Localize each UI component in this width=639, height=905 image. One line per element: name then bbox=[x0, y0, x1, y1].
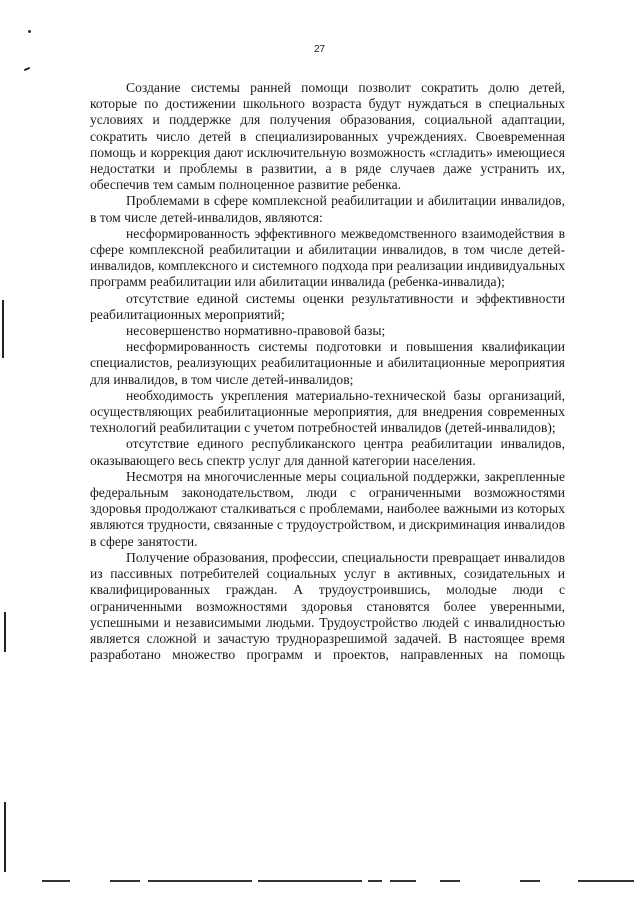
paragraph: Создание системы ранней помощи позволит сократить долю детей, которые по достижении школьного возраста будут нуждаться в специальных условиях и поддержке для получения образования, социальной адаптации, сократить число детей в специализированных учреждениях. Своевременная помощь и коррекция дают исключительную возможность «сгладить» имеющиеся недостатки и проблемы в развитии, а в ряде случаев даже устранить их, обеспечив тем самым полноценное развитие ребенка. bbox=[90, 80, 565, 193]
list-item: необходимость укрепления материально-технической базы организаций, осуществляющих реабилитационные мероприятия, для внедрения современных технологий реабилитации с учетом потребностей инвалидов (детей-инвалидов); bbox=[90, 387, 565, 436]
paragraph: Проблемами в сфере комплексной реабилитации и абилитации инвалидов, в том числе детей-инвалидов, являются: bbox=[90, 193, 565, 225]
scan-edge-mark bbox=[4, 612, 6, 652]
scan-bottom-line bbox=[578, 880, 634, 882]
scan-speck bbox=[28, 30, 31, 33]
page-number: 27 bbox=[313, 44, 326, 55]
scan-edge-mark bbox=[4, 802, 6, 872]
body-text bbox=[90, 80, 565, 663]
scan-bottom-line bbox=[148, 880, 252, 882]
scan-bottom-line bbox=[440, 880, 460, 882]
scan-mark bbox=[24, 67, 30, 71]
list-item: отсутствие единого республиканского центра реабилитации инвалидов, оказывающего весь спектр услуг для данной категории населения. bbox=[90, 436, 565, 468]
scan-bottom-line bbox=[258, 880, 362, 882]
scan-bottom-line bbox=[110, 880, 140, 882]
list-item: несформированность системы подготовки и повышения квалификации специалистов, реализующих реабилитационные и абилитационные мероприятия для инвалидов, в том числе детей-инвалидов; bbox=[90, 339, 565, 387]
scan-edge-mark bbox=[2, 300, 4, 358]
list-item: отсутствие единой системы оценки результативности и эффективности реабилитационных мероприятий; bbox=[90, 290, 565, 322]
scan-bottom-line bbox=[390, 880, 416, 882]
list-item: несовершенство нормативно-правовой базы; bbox=[126, 323, 386, 339]
list-item: несформированность эффективного межведомственного взаимодействия в сфере комплексной реабилитации и абилитации инвалидов, в том числе детей-инвалидов, комплексного и системного подхода при реализации индивидуальных программ реабилитации или абилитации инвалида (ребенка-инвалида); bbox=[90, 225, 565, 290]
paragraph: Несмотря на многочисленные меры социальной поддержки, закрепленные федеральным законодательством, люди с ограниченными возможностями здоровья продолжают сталкиваться с проблемами, наиболее важными из которых являются трудности, связанные с трудоустройством, и дискриминация инвалидов в сфере занятости. bbox=[90, 468, 565, 549]
scan-bottom-line bbox=[368, 880, 382, 882]
scan-bottom-line bbox=[520, 880, 540, 882]
scan-bottom-line bbox=[42, 880, 70, 882]
paragraph: Получение образования, профессии, специальности превращает инвалидов из пассивных потребителей социальных услуг в активных, созидательных и квалифицированных граждан. А трудоустроившись, молодые люди с ограниченными возможностями здоровья становятся более уверенными, успешными и независимыми людьми. Трудоустройство людей с инвалидностью является сложной и зачастую трудноразрешимой задачей. В настоящее время разработано множество программ и проектов, направленных на помощь bbox=[90, 549, 565, 663]
